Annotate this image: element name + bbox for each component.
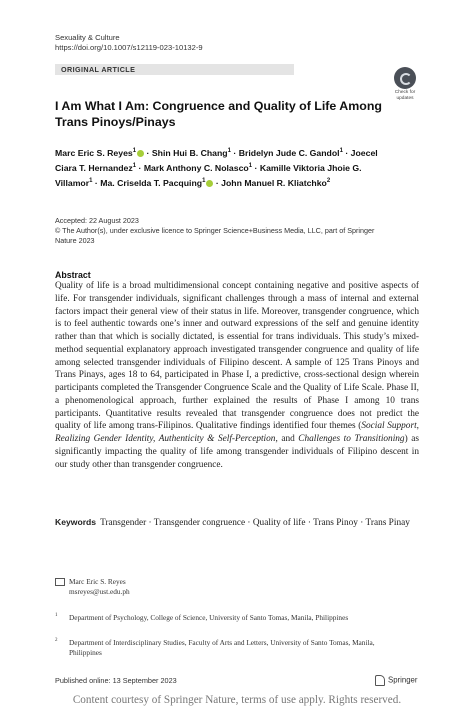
affiliation-text: Department of Psychology, College of Science, University of Santo Tomas, Manila, Philippines — [69, 613, 349, 622]
author-list — [55, 145, 385, 191]
copyright-notice: © The Author(s), under exclusive licence to Springer Science+Business Media, LLC, part of Springer Nature 2023 — [55, 226, 375, 245]
author-separator: · — [213, 178, 222, 189]
abstract-theme-a: Social Support, Realizing Gender Identity, Authenticity & Self-Perception — [55, 421, 419, 444]
author-affiliation-number: 1 — [132, 148, 137, 154]
springer-horse-icon — [375, 675, 385, 686]
affiliation-number: 1 — [55, 613, 58, 618]
check-for-updates-icon — [394, 67, 416, 89]
correspondence — [55, 577, 130, 597]
author-separator: · — [144, 147, 152, 158]
accepted-date: Accepted: 22 August 2023 — [55, 216, 139, 225]
author-separator: · — [136, 163, 144, 174]
author-separator: · — [92, 178, 101, 189]
corresponding-author-email[interactable]: msreyes@ust.edu.ph — [69, 587, 130, 596]
abstract-text-a: Quality of life is a broad multidimensional concept containing negative and positive aspects of life. For transgender individuals, significant challenges through a mass of internal and external factors impact their general view of their status in life. Moreover, transgender congruence, which is to feel authentic towards one’s inner and outward expressions of the self and genuine identity rather than that which is socially dictated, is essential for trans individuals. This study’s mixed-method sequential explanatory approach investigated transgender congruence and quality of life among selected transgender individuals of Filipino descent. A sample of 125 Trans Pinoys and Trans Pinays, ages 18 to 64, participated in Phase I, a predictive, cross-sectional design wherein participants completed the Transgender Congruence Scale and the Quality of Life Scale. Phase II, a phenomenological approach, further explained the results of Phase I among 10 trans participants. Quantitative results revealed that transgender congruence does not predict the quality of life among trans-Filipinos. Qualitative findings identified four themes ( — [55, 281, 419, 432]
keywords-label: Keywords — [55, 517, 97, 527]
abstract-text-c: ) as significantly impacting the quality of life among transgender individuals of Filipino descent in our study other than transgender congruence. — [55, 434, 419, 470]
abstract-text-b: , and — [275, 434, 299, 444]
author-affiliation-number: 2 — [326, 178, 331, 185]
envelope-icon — [55, 578, 65, 586]
affiliation-text: Department of Interdisciplinary Studies, Faculty of Arts and Letters, University of Santo Tomas, Manila, Philippines — [69, 638, 375, 657]
author-name: Ma. Criselda T. Pacquing — [100, 178, 203, 189]
affiliation-1 — [55, 613, 395, 623]
article-dates — [55, 216, 395, 246]
author-name: Mark Anthony C. Nolasco — [143, 163, 249, 174]
abstract-heading: Abstract — [55, 270, 91, 280]
section-label-bar — [55, 64, 294, 75]
journal-header — [55, 33, 203, 53]
journal-name: Sexuality & Culture — [55, 33, 120, 42]
article-title: I Am What I Am: Congruence and Quality of Life Among Trans Pinoys/Pinays — [55, 99, 382, 129]
check-for-updates-label: Check for updates — [394, 90, 416, 101]
publisher-logo — [375, 675, 417, 686]
keywords-list: Transgender · Transgender congruence · Quality of life · Trans Pinoy · Trans Pinay — [100, 518, 410, 528]
affiliation-number: 2 — [55, 638, 58, 643]
author-affiliation-number: 1 — [339, 148, 343, 154]
published-date: Published online: 13 September 2023 — [55, 676, 177, 685]
author-affiliation-number: 1 — [89, 178, 93, 185]
author-name: Shin Hui B. Chang — [151, 147, 228, 158]
abstract-theme-b: Challenges to Transitioning — [298, 434, 405, 444]
author-name: Marc Eric S. Reyes — [55, 147, 133, 158]
author-affiliation-number: 1 — [132, 163, 137, 170]
author-separator: · — [252, 163, 260, 174]
author-affiliation-number: 1 — [227, 148, 231, 154]
author-name: John Manuel R. Kliatchko — [221, 178, 327, 189]
author-affiliation-number: 1 — [202, 178, 206, 185]
abstract-body — [55, 280, 419, 471]
check-for-updates-badge[interactable] — [391, 67, 419, 101]
publisher-name: Springer — [388, 675, 418, 685]
author-separator: · — [342, 147, 351, 158]
author-affiliation-number: 1 — [248, 163, 253, 170]
author-name: Bridelyn Jude C. Gandol — [238, 147, 340, 158]
author-name: Kamille Viktoria Jhoie G. Villamor — [55, 163, 362, 189]
footer-notice: Content courtesy of Springer Nature, terms of use apply. Rights reserved. — [72, 694, 402, 706]
section-label: ORIGINAL ARTICLE — [61, 65, 136, 74]
keywords-section — [55, 516, 419, 530]
author-name: Joecel Ciara T. Hernandez — [55, 147, 378, 174]
corresponding-author-name: Marc Eric S. Reyes — [69, 577, 126, 586]
doi-link[interactable]: https://doi.org/10.1007/s12119-023-10132-9 — [55, 43, 203, 52]
affiliation-2 — [55, 638, 395, 658]
author-separator: · — [230, 147, 239, 158]
